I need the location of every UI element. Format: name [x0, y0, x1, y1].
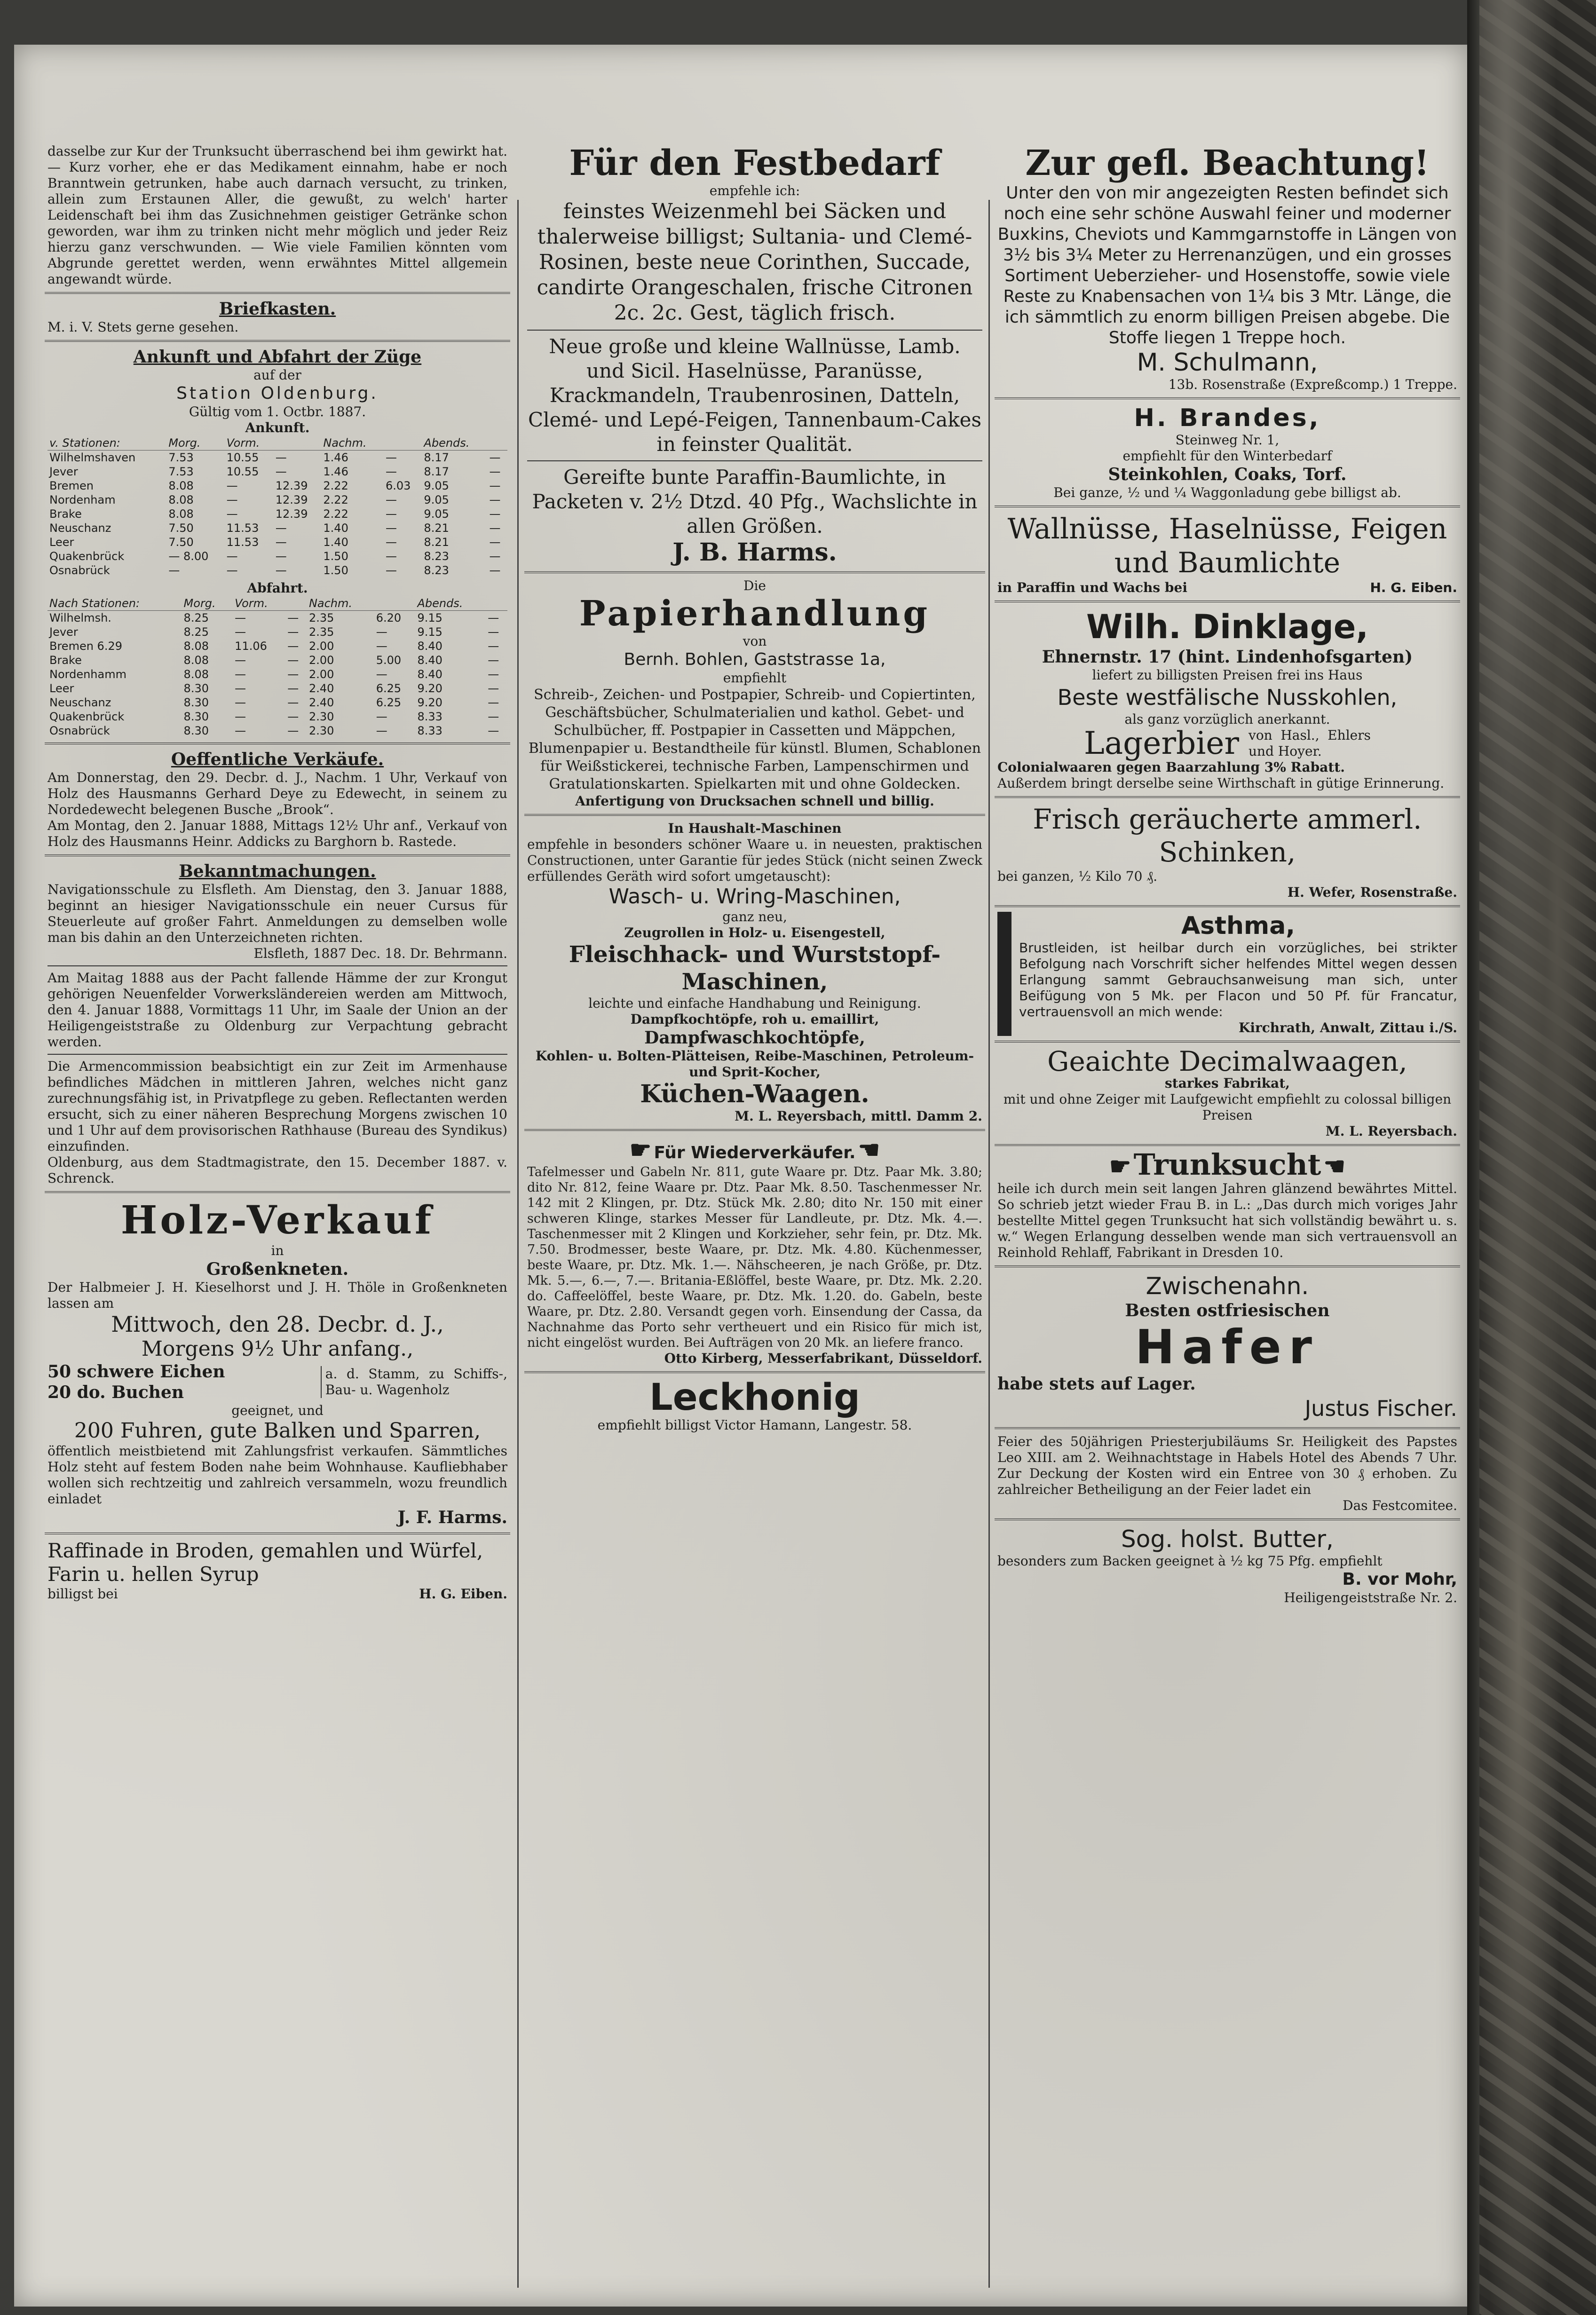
- butter-title: Sog. holst. Butter,: [1121, 1525, 1334, 1553]
- zw-sub: Besten ostfriesischen: [1125, 1301, 1330, 1320]
- pap-foot: Anfertigung von Drucksachen schnell und billig.: [575, 793, 934, 809]
- asthma-ad: [995, 907, 1460, 1043]
- table-row: Leer 7.50 11.53 — 1.40 — 8.21 —: [49, 536, 501, 549]
- dinklage-ad: [995, 602, 1460, 798]
- fest-signature: J. B. Harms.: [672, 538, 837, 567]
- waag-title: Geaichte Decimalwaagen,: [1047, 1045, 1407, 1077]
- train-sub: auf der: [253, 367, 301, 383]
- arrival-table: [47, 436, 507, 577]
- holz-signature: J. F. Harms.: [397, 1508, 507, 1527]
- asthma-body: Brustleiden, ist heilbar durch ein vorzügliches, bei strikter Befolgung nach Vorschrift sicher helfendes Mittel wegen dessen Erlangung sammt Gebrauchsanweisung man sich, unter Beifügung von 5 Mk. per Flacon und 50 Pf. für Francatur, vertrauensvoll an mich wende:: [1019, 940, 1457, 1019]
- haus-signature: M. L. Reyersbach, mittl. Damm 2.: [735, 1108, 982, 1124]
- verkaeufe-title: Oeffentliche Verkäufe.: [171, 750, 384, 769]
- zw-hafer: Hafer: [1135, 1319, 1319, 1375]
- brandes-addr: Steinweg Nr. 1,: [1175, 432, 1280, 448]
- haushalt-maschinen-ad: [524, 816, 985, 1131]
- dink-addr: Ehnernstr. 17 (hint. Lindenhofsgarten): [1042, 647, 1413, 667]
- wallnuesse-ad: [995, 507, 1460, 602]
- waag-body: mit und ohne Zeiger mit Laufgewicht empfiehlt zu colossal billigen Preisen: [1003, 1091, 1452, 1123]
- wall-sub: in Paraffin und Wachs bei: [997, 580, 1187, 595]
- holz-items-note: a. d. Stamm, zu Schiffs-, Bau- u. Wagenholz: [321, 1366, 507, 1398]
- marbled-book-edge: [1467, 0, 1596, 2315]
- wieder-head: Für Wiederverkäufer.: [654, 1143, 856, 1162]
- raffinade-ad: [45, 1534, 510, 1607]
- holz-date: Mittwoch, den 28. Decbr. d. J.,: [111, 1312, 444, 1337]
- pointing-hand-right-icon: ☛: [629, 1136, 652, 1164]
- pap-title: Papierhandlung: [579, 593, 931, 634]
- holz-time: Morgens 9½ Uhr anfang.,: [141, 1337, 414, 1361]
- table-header: Nach Stationen: Morg. Vorm. Nachm. Abends.: [47, 596, 507, 611]
- pointing-hand-left-icon: ☚: [858, 1136, 880, 1164]
- haus-dampf: Dampfkochtöpfe, roh u. emaillirt,: [630, 1011, 879, 1027]
- table-row: Brake 8.08 — — 2.00 5.00 8.40 —: [49, 654, 499, 667]
- bekannt-text: Die Armencommission beabsichtigt ein zur Zeit im Armenhause befindliches Mädchen in mittleren Jahren, welches nicht ganz zurechnungsfähig ist, in Privatpflege zu geben. Reflectanten werden ersucht, sich zu einer näheren Besprechung Morgens zwischen 10 und 1 Uhr auf dem provisorischen Rathhause (Bureau des Syndikus) einzufinden.: [47, 1059, 507, 1154]
- table-row: Quakenbrück 8.30 — — 2.30 — 8.33 —: [49, 710, 499, 723]
- trunksucht-continuation: dasselbe zur Kur der Trunksucht überraschend bei ihm gewirkt hat. — Kurz vorher, ehe er das Medikament einnahm, habe er noch Branntwein getrunken, habe auch darnach versucht, zu trinken, allein zum Erstaunen Aller, die gewußt, zu welch' harter Leidenschaft bei ihm das Zusichnehmen geistiger Getränke schon geworden, war ihm zu trinken nicht mehr möglich und jeder Reiz hierzu ganz verschwunden. — Wie viele Familien könnten vom Abgrunde gerettet werden, wenn erwähntes Mittel allgemein angewandt würde.: [45, 139, 510, 294]
- haus-ganz: ganz neu,: [722, 909, 787, 924]
- waag-signature: M. L. Reyersbach.: [1325, 1123, 1457, 1139]
- table-row: Jever 7.53 10.55 — 1.46 — 8.17 —: [49, 465, 501, 478]
- haus-wasch: Wasch- u. Wring-Maschinen,: [608, 885, 901, 909]
- table-row: Brake 8.08 — 12.39 2.22 — 9.05 —: [49, 507, 501, 521]
- leck-title: Leckhonig: [649, 1376, 860, 1419]
- table-row: Nordenham 8.08 — 12.39 2.22 — 9.05 —: [49, 493, 501, 506]
- bekannt-text: Navigationsschule zu Elsfleth. Am Dienstag, den 3. Januar 1888, beginnt an hiesiger Navigationsschule ein neuer Cursus für Steuerleute auf großer Fahrt. Anmeldungen zu demselben wolle man bis dahin an den Unterzeichneten richten.: [47, 882, 507, 945]
- table-row: Bremen 8.08 — 12.39 2.22 6.03 9.05 —: [49, 479, 501, 492]
- dink-lager-note: von Hasl., Ehlers und Hoyer.: [1248, 727, 1371, 759]
- wall-signature: H. G. Eiben.: [1370, 580, 1457, 595]
- holz-item: 20 do. Buchen: [47, 1383, 184, 1402]
- pap-von: von: [743, 633, 767, 649]
- brandes-name: H. Brandes,: [1134, 404, 1321, 432]
- holz-text: öffentlich meistbietend mit Zahlungsfrist verkaufen. Sämmtliches Holz steht auf festem Boden nahe beim Wohnhause. Kaufliebhaber wollen sich rechtzeitig und zahlreich versammeln, wozu freundlich einladet: [47, 1443, 507, 1507]
- trunk-body: heile ich durch mein seit langen Jahren glänzend bewährtes Mittel. So schrieb jetzt wieder Frau B. in L.: „Das durch mich voriges Jahr bestellte Mittel gegen Trunksucht hat sich vollständig bewährt u. s. w.“ Wegen Erlangung desselben wende man sich vertrauensvoll an Reinhold Rehlaff, Fabrikant in Dresden 10.: [997, 1181, 1457, 1260]
- table-row: Osnabrück — — — 1.50 — 8.23 —: [49, 564, 501, 577]
- column-left: [45, 139, 510, 1607]
- waag-sub: starkes Fabrikat,: [1165, 1075, 1290, 1091]
- holz-place: Großenkneten.: [206, 1259, 349, 1279]
- pap-die: Die: [743, 578, 766, 593]
- bekanntmachungen: [45, 856, 510, 1193]
- pap-name: Bernh. Bohlen, Gaststrasse 1a,: [624, 650, 886, 669]
- dink-kohlen: Beste westfälische Nusskohlen,: [1057, 685, 1398, 710]
- haus-head: In Haushalt-Maschinen: [668, 821, 842, 836]
- column-middle: [524, 139, 985, 1438]
- dink-colonial: Colonialwaaren gegen Baarzahlung 3% Rabatt.: [997, 759, 1345, 775]
- leo-body: Feier des 50jährigen Priesterjubiläums Sr. Heiligkeit des Papstes Leo XIII. am 2. Weihnachtstage in Habels Hotel des Abends 7 Uhr. Zur Deckung der Kosten wird ein Entree von 30 ₰ erhoben. Zu zahlreicher Betheiligung an der Feier ladet ein: [997, 1434, 1457, 1497]
- brandes-foot: Bei ganze, ½ und ¼ Waggonladung gebe billigst ab.: [1053, 485, 1401, 500]
- asthma-title: Asthma,: [1181, 912, 1296, 940]
- butter-signature: B. vor Mohr,: [1342, 1570, 1457, 1589]
- table-row: Bremen 6.29 8.08 11.06 — 2.00 — 8.40 —: [49, 640, 499, 653]
- ammerl-schinken-ad: [995, 798, 1460, 907]
- fest-body: Neue große und kleine Wallnüsse, Lamb. und Sicil. Haselnüsse, Paranüsse, Krackmandeln, Traubenrosinen, Datteln, Clemé- und Lepé-Feigen, Tannenbaum-Cakes in feinster Qualität.: [528, 335, 982, 456]
- dink-foot: Außerdem bringt derselbe seine Wirthschaft in gütige Erinnerung.: [997, 775, 1445, 791]
- table-row: Wilhelmshaven 7.53 10.55 — 1.46 — 8.17 —: [49, 451, 501, 464]
- butter-body: besonders zum Backen geeignet à ½ kg 75 Pfg. empfiehlt: [997, 1553, 1383, 1569]
- haus-kuechen: Küchen-Waagen.: [640, 1080, 869, 1108]
- briefkasten-text: M. i. V. Stets gerne gesehen.: [47, 319, 239, 335]
- oeffentliche-verkaeufe: [45, 744, 510, 856]
- arrival-head: Ankunft.: [245, 420, 310, 435]
- divider: [47, 965, 507, 966]
- holz-text: Der Halbmeier J. H. Kieselhorst und J. H. Thöle in Großenkneten lassen am: [47, 1280, 507, 1311]
- ammerl-sub: bei ganzen, ½ Kilo 70 ₰.: [997, 869, 1158, 884]
- column-right: [995, 139, 1460, 1611]
- wieder-body: Tafelmesser und Gabeln Nr. 811, gute Waare pr. Dtz. Paar Mk. 3.80; dito Nr. 812, feine Waare pr. Dtz. Paar Mk. 8.50. Taschenmesser Nr. 142 mit 2 Klingen, pr. Dtz. Stück Mk. 2.80; dito Nr. 150 mit einer schweren Klinge, starkes Messer für Landleute, pr. Dtz. Mk. 4.—. Taschenmesser mit 2 Klingen und Korkzieher, sehr fein, pr. Dtz. Mk. 7.50. Brodmesser, beste Waare, pr. Dtz. Mk. 4.80. Küchenmesser, beste Waare, pr. Dtz. Mk. 1.—. Nähscheeren, je nach Größe, pr. Dtz. Mk. 5.—, 6.—, 7.—. Britania-Eßlöffel, beste Waare, pr. Dtz. Mk. 2.20. do. Caffeelöffel, beste Waare, pr. Dtz. Mk. 1.20. do. Gabeln, beste Waare, pr. Dtz. 2.80. Versandt gegen vorh. Einsendung der Cassa, da Nachnahme das Porto sehr vertheuert und ein Risico für mich ist, nicht eingelöst wurden. Bei Aufträgen von 20 Mk. an liefere franco.: [527, 1165, 982, 1350]
- ammerl-title: Frisch geräucherte ammerl. Schinken,: [1033, 803, 1422, 868]
- brandes-ad: [995, 399, 1460, 507]
- butter-ad: [995, 1520, 1460, 1611]
- pap-body: Schreib-, Zeichen- und Postpapier, Schreib- und Copiertinten, Geschäftsbücher, Schulmaterialien und kathol. Gebet- und Schulbücher, ff. Postpapier in Cassetten und Mäppchen, Blumenpapier u. Bestandtheile für künstl. Blumen, Schablonen für Weißstickerei, technische Farben, Lampenschirmen und Gratulationskarten. Spielkarten mit und ohne Goldecken.: [528, 687, 981, 792]
- fest-body: feinstes Weizenmehl bei Säcken und thalerweise billigst; Sultania- und Clemé-Rosinen, beste neue Corinthen, Succade, candirte Orangeschalen, frische Citronen 2c. 2c. Gest, täglich frisch.: [537, 199, 973, 325]
- fest-body: Gereifte bunte Paraffin-Baumlichte, in Packeten v. 2½ Dtzd. 40 Pfg., Wachslichte in allen Größen.: [532, 466, 978, 537]
- table-row: Neuschanz 8.30 — — 2.40 6.25 9.20 —: [49, 696, 499, 709]
- table-header: v. Stationen: Morg. Vorm. Nachm. Abends.: [47, 436, 507, 450]
- divider: [47, 1054, 507, 1055]
- leckhonig-ad: [524, 1373, 985, 1438]
- table-row: Neuschanz 7.50 11.53 — 1.40 — 8.21 —: [49, 521, 501, 535]
- table-row: Nordenhamm 8.08 — — 2.00 — 8.40 —: [49, 668, 499, 681]
- brandes-goods: Steinkohlen, Coaks, Torf.: [1108, 465, 1347, 484]
- divider: [527, 460, 982, 461]
- dink-name: Wilh. Dinklage,: [1086, 608, 1368, 646]
- divider: [527, 330, 982, 331]
- wall-title: Wallnüsse, Haselnüsse, Feigen und Baumlichte: [1007, 513, 1447, 579]
- beacht-address: 13b. Rosenstraße (Expreßcomp.) 1 Treppe.: [1168, 377, 1457, 392]
- column-rule: [988, 200, 990, 2288]
- beacht-body: Unter den von mir angezeigten Resten befindet sich noch eine sehr schöne Auswahl feiner und moderner Buxkins, Cheviots und Kammgarnstoffe in Längen von 3½ bis 3¼ Meter zu Herrenanzügen, und ein grosses Sortiment Ueberzieher- und Hosenstoffe, sowie viele Reste zu Knabensachen von 1¼ bis 3 Mtr. Länge, die ich sämmtlich zu enorm billigen Preisen abgebe. Die Stoffe liegen 1 Treppe hoch.: [997, 183, 1457, 348]
- butter-address: Heiligengeiststraße Nr. 2.: [1284, 1590, 1457, 1605]
- newspaper-page: [14, 45, 1467, 2307]
- pointing-hand-right-icon: ☛: [1109, 1152, 1131, 1181]
- fest-title: Für den Festbedarf: [569, 143, 940, 183]
- verkaeufe-text: Am Montag, den 2. Januar 1888, Mittags 12½ Uhr anf., Verkauf von Holz des Hausmanns Heinr. Addicks zu Barghorn b. Rastede.: [47, 818, 507, 849]
- ammerl-signature: H. Wefer, Rosenstraße.: [1287, 885, 1457, 900]
- haus-dampfw: Dampfwaschkochtöpfe,: [644, 1028, 865, 1048]
- table-row: Quakenbrück — 8.00 — — 1.50 — 8.23 —: [49, 550, 501, 563]
- asthma-signature: Kirchrath, Anwalt, Zittau i./S.: [1239, 1020, 1457, 1035]
- train-station: Station Oldenburg.: [176, 384, 379, 403]
- pointing-hand-left-icon: ☚: [1323, 1152, 1346, 1181]
- train-valid: Gültig vom 1. Octbr. 1887.: [189, 404, 366, 419]
- briefkasten-title: Briefkasten.: [219, 299, 336, 319]
- decimalwaagen-ad: [995, 1043, 1460, 1146]
- bekannt-text: Am Maitag 1888 aus der Pacht fallende Hämme der zur Krongut gehörigen Neuenfelder Vorwerksländereien werden am Mittwoch, den 4. Januar 1888, Vormittags 11 Uhr, im Saale der Union an der Heiligengeiststraße zu Oldenburg zur Verpachtung gebracht werden.: [47, 970, 507, 1050]
- beachtung-ad: [995, 139, 1460, 399]
- trunksucht-ad: [995, 1146, 1460, 1267]
- departure-head: Abfahrt.: [247, 580, 308, 596]
- haus-zeug: Zeugrollen in Holz- u. Eisengestell,: [624, 925, 885, 940]
- beacht-title: Zur gefl. Beachtung!: [1025, 143, 1430, 183]
- leck-sub: empfiehlt billigst Victor Hamann, Langestr. 58.: [597, 1417, 912, 1433]
- raff-signature: H. G. Eiben.: [419, 1586, 507, 1602]
- holz-item: 50 schwere Eichen: [47, 1362, 225, 1382]
- zw-signature: Justus Fischer.: [1304, 1396, 1457, 1421]
- haus-kohlen: Kohlen- u. Bolten-Plätteisen, Reibe-Maschinen, Petroleum- und Sprit-Kocher,: [535, 1048, 974, 1080]
- zw-title: Zwischenahn.: [1146, 1272, 1309, 1300]
- bekannt-signature: Oldenburg, aus dem Stadtmagistrate, den 15. December 1887. v. Schrenck.: [47, 1154, 507, 1186]
- fest-sub: empfehle ich:: [709, 183, 800, 198]
- table-row: Leer 8.30 — — 2.40 6.25 9.20 —: [49, 682, 499, 695]
- haus-fleisch: Fleischhack- und Wurststopf-Maschinen,: [569, 941, 941, 995]
- column-rule: [517, 200, 519, 2288]
- trunk-title: Trunksucht: [1133, 1147, 1321, 1182]
- table-row: Osnabrück 8.30 — — 2.30 — 8.33 —: [49, 724, 499, 737]
- train-timetable: [45, 342, 510, 744]
- papierhandlung-ad: [524, 573, 985, 816]
- wieder-signature: Otto Kirberg, Messerfabrikant, Düsseldorf.: [664, 1351, 982, 1366]
- beacht-signature: M. Schulmann,: [1137, 348, 1318, 377]
- train-title: Ankunft und Abfahrt der Züge: [133, 347, 422, 367]
- brandes-empf: empfiehlt für den Winterbedarf: [1122, 448, 1332, 464]
- black-bar-ornament: [997, 912, 1011, 1036]
- holz-geeignet: geeignet, und: [231, 1403, 324, 1418]
- holz-items: [47, 1361, 507, 1403]
- raff-text: Raffinade in Broden, gemahlen und Würfel, Farin u. hellen Syrup: [47, 1539, 483, 1586]
- verkaeufe-text: Am Donnerstag, den 29. Decbr. d. J., Nachm. 1 Uhr, Verkauf von Holz des Hausmanns Gerhard Deye zu Edewecht, in seinem zu Nordedewecht belegenen Busche „Brook“.: [47, 770, 507, 817]
- wiederverkaeufer-ad: [524, 1131, 985, 1373]
- briefkasten: [45, 294, 510, 342]
- dink-lief: liefert zu billigsten Preisen frei ins Haus: [1092, 667, 1363, 683]
- holz-title: Holz-Verkauf: [120, 1198, 435, 1243]
- table-row: Wilhelmsh. 8.25 — — 2.35 6.20 9.15 —: [49, 611, 499, 624]
- haus-leicht: leichte und einfache Handhabung und Reinigung.: [588, 996, 921, 1011]
- holz-fuhren: 200 Fuhren, gute Balken und Sparren,: [74, 1419, 481, 1443]
- festbedarf-ad: [524, 139, 985, 573]
- holz-in: in: [271, 1243, 284, 1258]
- dink-anerk: als ganz vorzüglich anerkannt.: [1124, 711, 1330, 727]
- holz-verkauf-ad: [45, 1193, 510, 1534]
- papstjubilaeum-ad: [995, 1429, 1460, 1520]
- dink-lager: Lagerbier: [1084, 725, 1239, 761]
- leo-signature: Das Festcomitee.: [1343, 1498, 1457, 1513]
- haus-body: empfehle in besonders schöner Waare u. in neuesten, praktischen Constructionen, unter Garantie für jedes Stück (nicht seinen Zweck erfüllendes Geräth wird sofort umgetauscht):: [527, 837, 982, 884]
- raff-small: billigst bei: [47, 1586, 118, 1602]
- pap-empf: empfiehlt: [723, 670, 787, 686]
- bekannt-title: Bekanntmachungen.: [179, 861, 376, 881]
- table-row: Jever 8.25 — — 2.35 — 9.15 —: [49, 625, 499, 639]
- zw-foot: habe stets auf Lager.: [997, 1374, 1196, 1394]
- departure-table: [47, 596, 507, 738]
- hafer-ad: [995, 1267, 1460, 1429]
- bekannt-signature: Elsfleth, 1887 Dec. 18. Dr. Behrmann.: [253, 946, 507, 961]
